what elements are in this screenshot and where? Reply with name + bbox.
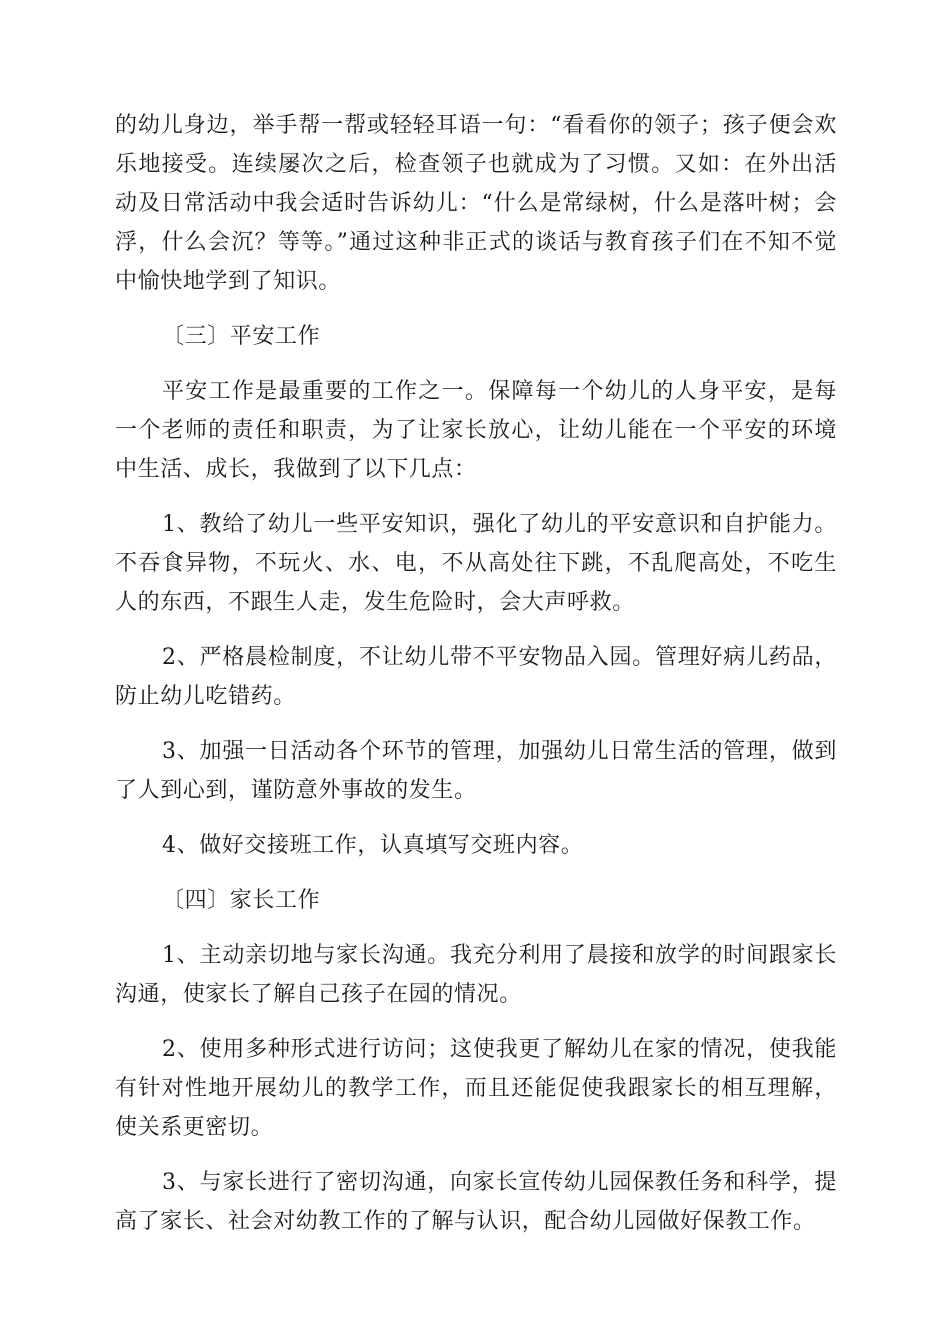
- paragraph-parents-item-2: 2、使用多种形式进行访问；这使我更了解幼儿在家的情况，使我能有针对性地开展幼儿的教学工作，而且还能促使我跟家长的相互理解，使关系更密切。: [115, 1037, 837, 1140]
- paragraph-safety-item-1: 1、教给了幼儿一些平安知识，强化了幼儿的平安意识和自护能力。不吞食异物，不玩火、水、电，不从高处往下跳，不乱爬高处，不吃生人的东西，不跟生人走，发生危险时，会大声呼救。: [115, 512, 837, 615]
- paragraph-parents-item-3: 3、与家长进行了密切沟通，向家长宣传幼儿园保教任务和科学，提高了家长、社会对幼教工作的了解与认识，配合幼儿园做好保教工作。: [115, 1170, 837, 1234]
- paragraph-safety-item-3: 3、加强一日活动各个环节的管理，加强幼儿日常生活的管理，做到了人到心到，谨防意外事故的发生。: [115, 739, 837, 803]
- document-page: [115, 106, 837, 1257]
- section-heading-safety: 〔三〕平安工作: [162, 324, 321, 349]
- section-heading-parents: 〔四〕家长工作: [162, 888, 321, 913]
- paragraph-safety-intro: 平安工作是最重要的工作之一。保障每一个幼儿的人身平安，是每一个老师的责任和职责，为了让家长放心，让幼儿能在一个平安的环境中生活、成长，我做到了以下几点：: [115, 379, 837, 482]
- paragraph-continuation: 的幼儿身边，举手帮一帮或轻轻耳语一句：“看看你的领子；孩子便会欢乐地接受。连续屡次之后，检查领子也就成为了习惯。又如：在外出活动及日常活动中我会适时告诉幼儿：“什么是常绿树，什么是落叶树；会浮，什么会沉？等等。”通过这种非正式的谈话与教育孩子们在不知不觉中愉快地学到了知识。: [115, 113, 837, 294]
- paragraph-safety-item-2: 2、严格晨检制度，不让幼儿带不平安物品入园。管理好病儿药品，防止幼儿吃错药。: [115, 645, 837, 709]
- paragraph-safety-item-4: 4、做好交接班工作，认真填写交班内容。: [162, 833, 584, 858]
- paragraph-parents-item-1: 1、主动亲切地与家长沟通。我充分利用了晨接和放学的时间跟家长沟通，使家长了解自己孩子在园的情况。: [115, 943, 837, 1007]
